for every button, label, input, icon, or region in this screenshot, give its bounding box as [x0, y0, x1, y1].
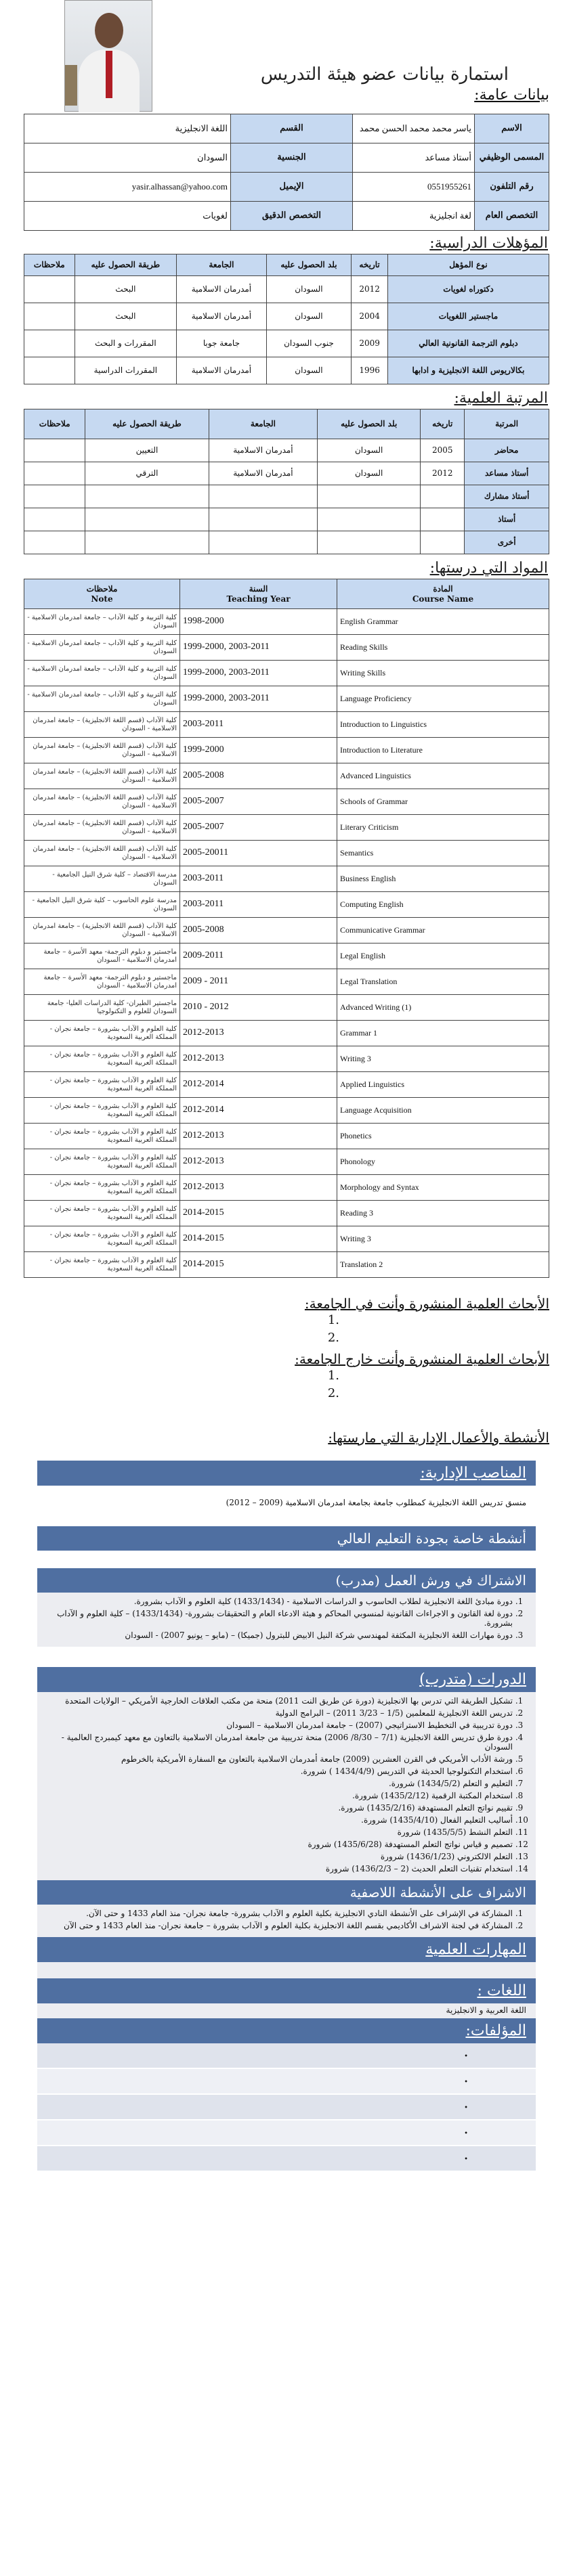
list-item: 13. التعلم الالكتروني (1436/1/23) شرورة	[47, 1852, 513, 1861]
table-cell	[318, 485, 421, 508]
course-name: Business English	[337, 866, 549, 892]
nationality-label: الجنسية	[231, 143, 353, 173]
list-item: 2. دورة لغة القانون و الاجراءات القانونية لمنسوبي المحاكم و هيئة الادعاء العام و التحقيقات بشرورة- (1433/1434) – كلية العلوم و الآداب بشرورة.	[47, 1609, 513, 1628]
teaching-year: 2012-2013	[180, 1046, 337, 1072]
teaching-year: 2003-2011	[180, 892, 337, 918]
teaching-year: 2005-2007	[180, 789, 337, 815]
table-row	[24, 1252, 549, 1278]
course-note: ماجستير الطيران- كلية الدراسات العليا- جامعة السودان للعلوم و التكنولوجيا	[24, 995, 180, 1021]
table-cell: التعيين	[85, 439, 209, 462]
qual-header: بلد الحصول عليه	[266, 254, 351, 276]
general-info-table	[24, 114, 549, 231]
table-cell: 1996	[352, 357, 388, 384]
teaching-year: 2012-2013	[180, 1124, 337, 1149]
course-note: ماجستير و دبلوم الترجمة- معهد الأسرة – جامعة امدرمان الاسلامية - السودان	[24, 943, 180, 969]
table-cell	[421, 485, 465, 508]
table-cell	[24, 462, 85, 485]
course-note: مدرسة الاقتصاد – كلية شرق النيل الجامعية - السودان	[24, 866, 180, 892]
course-name: Legal English	[337, 943, 549, 969]
note-header: ملاحظات Note	[24, 579, 180, 609]
form-header	[24, 0, 549, 104]
nationality-value: السودان	[24, 143, 231, 173]
rank-header: الجامعة	[209, 409, 318, 439]
course-note: كلية الآداب (قسم اللغة الانجليزية) – جامعة امدرمان الاسلامية - السودان	[24, 763, 180, 789]
table-cell: محاضر	[465, 439, 549, 462]
course-note: كلية الآداب (قسم اللغة الانجليزية) – جامعة امدرمان الاسلامية - السودان	[24, 841, 180, 866]
table-row	[24, 1149, 549, 1175]
job-label: المسمى الوظيفي	[475, 143, 549, 173]
teaching-year: 2012-2013	[180, 1175, 337, 1201]
course-name: Writing 3	[337, 1046, 549, 1072]
table-cell: المقررات و البحث	[75, 330, 177, 357]
table-row	[24, 763, 549, 789]
list-item: 14. استخدام تقنيات التعلم الحديث (2 – 1436/2/3) شرورة	[47, 1864, 513, 1873]
skills-title: المهارات العلمية	[37, 1937, 536, 1962]
languages-text: اللغة العربية و الانجليزية	[37, 2003, 536, 2018]
year-header: السنة Teaching Year	[180, 579, 337, 609]
activities-title: الأنشطة والأعمال الإدارية التي مارستها:	[328, 1429, 549, 1446]
course-name: Legal Translation	[337, 969, 549, 995]
table-cell: أمدرمان الاسلامية	[177, 303, 267, 330]
table-cell: 2009	[352, 330, 388, 357]
name-value: ياسر محمد محمد الحسن محمد	[353, 114, 475, 143]
table-cell: أخرى	[465, 531, 549, 554]
table-row	[24, 841, 549, 866]
table-row	[24, 635, 549, 661]
course-name: Phonology	[337, 1149, 549, 1175]
languages-title: اللغات :	[37, 1978, 536, 2003]
qualifications-title: المؤهلات الدراسية:	[429, 235, 548, 252]
rank-header: المرتبة	[465, 409, 549, 439]
table-cell	[421, 531, 465, 554]
course-name: Literary Criticism	[337, 815, 549, 841]
course-name: Writing Skills	[337, 661, 549, 686]
table-row	[24, 357, 549, 384]
course-name: Semantics	[337, 841, 549, 866]
table-row	[24, 1124, 549, 1149]
publication-row: •	[37, 2095, 536, 2120]
admin-text: منسق تدريس اللغة الانجليزية كمطلوب جامعة بجامعة امدرمان الاسلامية (2009 – 2012)	[37, 1486, 536, 1526]
publication-row: •	[37, 2043, 536, 2069]
job-value: أستاذ مساعد	[353, 143, 475, 173]
skills-panel	[37, 1962, 536, 1978]
course-name: Phonetics	[337, 1124, 549, 1149]
table-cell: جامعة جوبا	[177, 330, 267, 357]
table-row	[24, 276, 549, 303]
qualifications-table	[24, 254, 549, 384]
table-row	[24, 789, 549, 815]
teaching-year: 2009-2011	[180, 943, 337, 969]
research-section	[24, 1295, 549, 1402]
table-cell	[24, 330, 75, 357]
general-section-title: بيانات عامة:	[474, 87, 549, 104]
table-row	[24, 661, 549, 686]
trainee-panel	[37, 1692, 536, 1880]
list-item: 1. المشاركة في الإشراف على الأنشطة النادي الانجليزية بكلية العلوم و الآداب بشرورة- جامعة نجران- منذ العام 1433 و حتى الآن.	[47, 1909, 513, 1918]
table-cell: 2012	[352, 276, 388, 303]
list-item: 2. المشاركة في لجنة الاشراف الأكاديمي بقسم اللغة الانجليزية بكلية العلوم و الآداب بشرورة – جامعة نجران- منذ العام 1433 و حتى الآن	[47, 1921, 513, 1930]
table-cell	[85, 531, 209, 554]
publication-row: •	[37, 2120, 536, 2146]
course-note: كلية التربية و كلية الآداب – جامعة امدرمان الاسلامية - السودان	[24, 686, 180, 712]
admin-title: المناصب الإدارية:	[37, 1461, 536, 1486]
table-cell	[24, 485, 85, 508]
phone-value: 0551955261	[353, 173, 475, 202]
table-row	[24, 462, 549, 485]
teaching-year: 1999-2000, 2003-2011	[180, 686, 337, 712]
quality-title: أنشطة خاصة بجودة التعليم العالي	[37, 1526, 536, 1551]
teaching-year: 2014-2015	[180, 1252, 337, 1278]
table-cell	[209, 508, 318, 531]
phone-label: رقم التلفون	[475, 173, 549, 202]
specialty-label: التخصص الدقيق	[231, 202, 353, 231]
table-cell	[85, 508, 209, 531]
course-note: مدرسة علوم الحاسوب – كلية شرق النيل الجامعية - السودان	[24, 892, 180, 918]
table-cell: أمدرمان الاسلامية	[177, 357, 267, 384]
spacer-panel	[37, 1647, 536, 1667]
table-cell: البحث	[75, 276, 177, 303]
qual-header: الجامعة	[177, 254, 267, 276]
dept-label: القسم	[231, 114, 353, 143]
table-cell: أستاذ مشارك	[465, 485, 549, 508]
table-cell: دبلوم الترجمة القانونية العالي	[387, 330, 549, 357]
table-cell: البحث	[75, 303, 177, 330]
teaching-year: 1999-2000	[180, 738, 337, 763]
course-note: كلية الآداب (قسم اللغة الانجليزية) – جامعة امدرمان الاسلامية - السودان	[24, 712, 180, 738]
courses-table	[24, 579, 549, 1278]
list-item: 4. دورة طرق تدريس اللغة الانجليزية (7/1 – 8/30/ 2006) منحة تدريبية من جامعة امدرمان الاسلامية بالتعاون مع معهد كيمبردج العالمية - السودان	[47, 1733, 513, 1752]
teaching-year: 2005-20011	[180, 841, 337, 866]
email-value: yasir.alhassan@yahoo.com	[24, 173, 231, 202]
quality-panel	[37, 1551, 536, 1568]
rank-header: طريقة الحصول عليه	[85, 409, 209, 439]
course-name: Introduction to Literature	[337, 738, 549, 763]
table-cell	[24, 357, 75, 384]
course-note: كلية الآداب (قسم اللغة الانجليزية) – جامعة امدرمان الاسلامية - السودان	[24, 918, 180, 943]
field-label: التخصص العام	[475, 202, 549, 231]
teaching-year: 1999-2000, 2003-2011	[180, 635, 337, 661]
list-item: 1.	[327, 1369, 339, 1383]
table-cell: السودان	[266, 357, 351, 384]
course-name: Grammar 1	[337, 1021, 549, 1046]
table-cell: دكتوراه لغويات	[387, 276, 549, 303]
course-note: كلية العلوم و الآداب بشرورة – جامعة نجران - المملكة العربية السعودية	[24, 1175, 180, 1201]
course-name: Applied Linguistics	[337, 1072, 549, 1098]
table-cell: 2004	[352, 303, 388, 330]
research-outside-title: الأبحاث العلمية المنشورة وأنت خارج الجامعة:	[295, 1351, 549, 1367]
course-note: كلية العلوم و الآداب بشرورة – جامعة نجران - المملكة العربية السعودية	[24, 1252, 180, 1278]
course-note: كلية العلوم و الآداب بشرورة – جامعة نجران - المملكة العربية السعودية	[24, 1046, 180, 1072]
table-row	[24, 712, 549, 738]
workshops-title: الاشتراك في ورش العمل (مدرب)	[37, 1568, 536, 1593]
table-cell	[421, 508, 465, 531]
table-row	[24, 1072, 549, 1098]
list-item: 1.	[327, 1313, 339, 1327]
teaching-year: 2012-2013	[180, 1021, 337, 1046]
list-item: 8. استخدام المكتبة الرقمية (1435/2/12) شرورة.	[47, 1791, 513, 1800]
name-label: الاسم	[475, 114, 549, 143]
table-row	[24, 918, 549, 943]
table-cell	[24, 439, 85, 462]
email-label: الإيميل	[231, 173, 353, 202]
teaching-year: 2009 - 2011	[180, 969, 337, 995]
qual-header: طريقة الحصول عليه	[75, 254, 177, 276]
publications-title: المؤلفات:	[37, 2018, 536, 2043]
table-row	[24, 485, 549, 508]
course-name: Introduction to Linguistics	[337, 712, 549, 738]
table-row	[24, 892, 549, 918]
teaching-year: 2012-2013	[180, 1149, 337, 1175]
table-row	[24, 439, 549, 462]
course-note: كلية العلوم و الآداب بشرورة – جامعة نجران - المملكة العربية السعودية	[24, 1098, 180, 1124]
list-item: 3. دورة تدريبية في التخطيط الاستراتيجي (2007) – جامعة امدرمان الاسلامية – السودان	[47, 1720, 513, 1730]
table-cell: السودان	[266, 303, 351, 330]
teaching-year: 2005-2008	[180, 918, 337, 943]
research-inside-title: الأبحاث العلمية المنشورة وأنت في الجامعة:	[304, 1295, 549, 1312]
course-name: Writing 3	[337, 1226, 549, 1252]
list-item: 1. دورة مبادئ اللغة الانجليزية لطلاب الحاسوب و الدراسات الاسلامية - (1433/1434) كلية العلوم و الآداب بشرورة.	[47, 1597, 513, 1606]
workshops-panel	[37, 1593, 536, 1647]
teaching-year: 2010 - 2012	[180, 995, 337, 1021]
table-cell: السودان	[318, 439, 421, 462]
faculty-form	[24, 0, 549, 2172]
publication-row: •	[37, 2069, 536, 2095]
qual-header: تاريخه	[352, 254, 388, 276]
course-note: كلية الآداب (قسم اللغة الانجليزية) – جامعة امدرمان الاسلامية - السودان	[24, 738, 180, 763]
teaching-year: 1998-2000	[180, 609, 337, 635]
table-cell: المقررات الدراسية	[75, 357, 177, 384]
course-name: Communicative Grammar	[337, 918, 549, 943]
teaching-year: 2005-2007	[180, 815, 337, 841]
table-row	[24, 1175, 549, 1201]
form-title: استمارة بيانات عضو هيئة التدريس	[260, 64, 509, 85]
teaching-year: 2005-2008	[180, 763, 337, 789]
course-note: كلية التربية و كلية الآداب – جامعة امدرمان الاسلامية - السودان	[24, 635, 180, 661]
table-cell	[24, 276, 75, 303]
qual-header: نوع المؤهل	[387, 254, 549, 276]
course-note: كلية العلوم و الآداب بشرورة – جامعة نجران - المملكة العربية السعودية	[24, 1149, 180, 1175]
faculty-photo	[64, 0, 152, 112]
table-row	[24, 1226, 549, 1252]
table-cell: 2005	[421, 439, 465, 462]
list-item: 2.	[327, 1331, 339, 1345]
course-note: كلية التربية و كلية الآداب – جامعة امدرمان الاسلامية - السودان	[24, 661, 180, 686]
table-row	[24, 1098, 549, 1124]
course-note: كلية الآداب (قسم اللغة الانجليزية) – جامعة امدرمان الاسلامية - السودان	[24, 815, 180, 841]
list-item: 10. أساليب التعليم الفعال (1435/4/10) شرورة.	[47, 1815, 513, 1825]
teaching-year: 2003-2011	[180, 712, 337, 738]
table-row	[24, 508, 549, 531]
course-name: Advanced Writing (1)	[337, 995, 549, 1021]
list-item: 11. التعلم النشط (1435/5/5) شرورة	[47, 1827, 513, 1837]
table-row	[24, 330, 549, 357]
courses-title: المواد التي درستها:	[429, 560, 548, 577]
teaching-year: 2003-2011	[180, 866, 337, 892]
course-header: المادة Course Name	[337, 579, 549, 609]
course-name: English Grammar	[337, 609, 549, 635]
course-name: Schools of Grammar	[337, 789, 549, 815]
table-cell	[318, 508, 421, 531]
table-row	[24, 1046, 549, 1072]
course-name: Reading Skills	[337, 635, 549, 661]
course-note: كلية الآداب (قسم اللغة الانجليزية) – جامعة امدرمان الاسلامية - السودان	[24, 789, 180, 815]
supervision-title: الاشراف على الأنشطة اللاصفية	[37, 1880, 536, 1905]
course-note: كلية العلوم و الآداب بشرورة – جامعة نجران - المملكة العربية السعودية	[24, 1226, 180, 1252]
list-item: 3. دورة مهارات اللغة الانجليزية المكثفة لمهندسي شركة النيل الابيض للبترول (جميكا) – (مايو – يونيو 2007) - السودان	[47, 1630, 513, 1640]
list-item: 5. ورشة الأداب الأمريكي في القرن العشرين (2009) جامعة أمدرمان الاسلامية بالتعاون مع السفارة الأمريكية بالخرطوم	[47, 1754, 513, 1764]
course-note: كلية العلوم و الآداب بشرورة – جامعة نجران - المملكة العربية السعودية	[24, 1201, 180, 1226]
field-value: لغة انجليزية	[353, 202, 475, 231]
list-item: 12. تصميم و قياس نواتج التعلم المستهدفة (1435/6/28) شرورة	[47, 1840, 513, 1849]
course-name: Language Proficiency	[337, 686, 549, 712]
teaching-year: 1999-2000, 2003-2011	[180, 661, 337, 686]
course-note: كلية العلوم و الآداب بشرورة – جامعة نجران - المملكة العربية السعودية	[24, 1124, 180, 1149]
course-note: ماجستير و دبلوم الترجمة- معهد الأسرة – جامعة امدرمان الاسلامية - السودان	[24, 969, 180, 995]
table-row	[24, 738, 549, 763]
course-name: Advanced Linguistics	[337, 763, 549, 789]
table-cell	[85, 485, 209, 508]
table-cell: أمدرمان الاسلامية	[209, 462, 318, 485]
publication-row: •	[37, 2146, 536, 2172]
table-cell	[24, 303, 75, 330]
qual-header: ملاحظات	[24, 254, 75, 276]
table-row	[24, 943, 549, 969]
list-item: 2. تدريس اللغة الانجليزية للمعلمين (1/5 – 3/23 2011) – البرامج الدولية	[47, 1708, 513, 1718]
table-cell: أمدرمان الاسلامية	[177, 276, 267, 303]
rank-header: بلد الحصول عليه	[318, 409, 421, 439]
list-item: 1. تشكيل الطريقة التي تدرس بها الانجليزية (دورة عن طريق النت 2011) منحة من مكتب العلاقات الخارجية الأمريكي – الولايات المتحدة	[47, 1696, 513, 1706]
course-note: كلية العلوم و الآداب بشرورة – جامعة نجران - المملكة العربية السعودية	[24, 1021, 180, 1046]
table-cell: أمدرمان الاسلامية	[209, 439, 318, 462]
table-row	[24, 531, 549, 554]
table-cell	[209, 485, 318, 508]
teaching-year: 2012-2014	[180, 1072, 337, 1098]
table-row	[24, 866, 549, 892]
course-name: Language Acquisition	[337, 1098, 549, 1124]
table-row	[24, 1201, 549, 1226]
table-cell: أستاذ	[465, 508, 549, 531]
supervision-panel	[37, 1905, 536, 1937]
teaching-year: 2014-2015	[180, 1201, 337, 1226]
courses-trainee-title: الدورات (متدرب)	[37, 1667, 536, 1692]
list-item: 9. تقييم نواتج التعلم المستهدفة (1435/2/16) شرورة.	[47, 1803, 513, 1813]
table-cell: أستاذ مساعد	[465, 462, 549, 485]
table-cell: ماجستير اللغويات	[387, 303, 549, 330]
course-note: كلية التربية و كلية الآداب – جامعة امدرمان الاسلامية - السودان	[24, 609, 180, 635]
ranks-title: المرتبة العلمية:	[454, 390, 548, 407]
course-name: Computing English	[337, 892, 549, 918]
table-cell	[209, 531, 318, 554]
rank-header: ملاحظات	[24, 409, 85, 439]
list-item: 2.	[327, 1386, 339, 1400]
table-cell: جنوب السودان	[266, 330, 351, 357]
table-cell: السودان	[318, 462, 421, 485]
table-cell	[318, 531, 421, 554]
dept-value: اللغة الانجليزية	[24, 114, 231, 143]
table-row	[24, 686, 549, 712]
table-cell: 2012	[421, 462, 465, 485]
table-row	[24, 303, 549, 330]
table-cell: الترقي	[85, 462, 209, 485]
specialty-value: لغويات	[24, 202, 231, 231]
table-cell: بكالاريوس اللغة الانجليزية و ادابها	[387, 357, 549, 384]
table-row	[24, 969, 549, 995]
teaching-year: 2012-2014	[180, 1098, 337, 1124]
course-name: Morphology and Syntax	[337, 1175, 549, 1201]
course-name: Reading 3	[337, 1201, 549, 1226]
ranks-table	[24, 409, 549, 554]
list-item: 6. استخدام التكنولوجيا الحديثة في التدريس (1434/4/9 ) شرورة.	[47, 1767, 513, 1776]
table-cell	[24, 508, 85, 531]
rank-header: تاريخه	[421, 409, 465, 439]
table-row	[24, 815, 549, 841]
list-item: 7. التعليم و التعلم (1434/5/2) شرورة.	[47, 1779, 513, 1788]
course-name: Translation 2	[337, 1252, 549, 1278]
table-row	[24, 609, 549, 635]
table-cell	[24, 531, 85, 554]
table-row	[24, 995, 549, 1021]
teaching-year: 2014-2015	[180, 1226, 337, 1252]
table-cell: السودان	[266, 276, 351, 303]
course-note: كلية العلوم و الآداب بشرورة – جامعة نجران - المملكة العربية السعودية	[24, 1072, 180, 1098]
table-row	[24, 1021, 549, 1046]
